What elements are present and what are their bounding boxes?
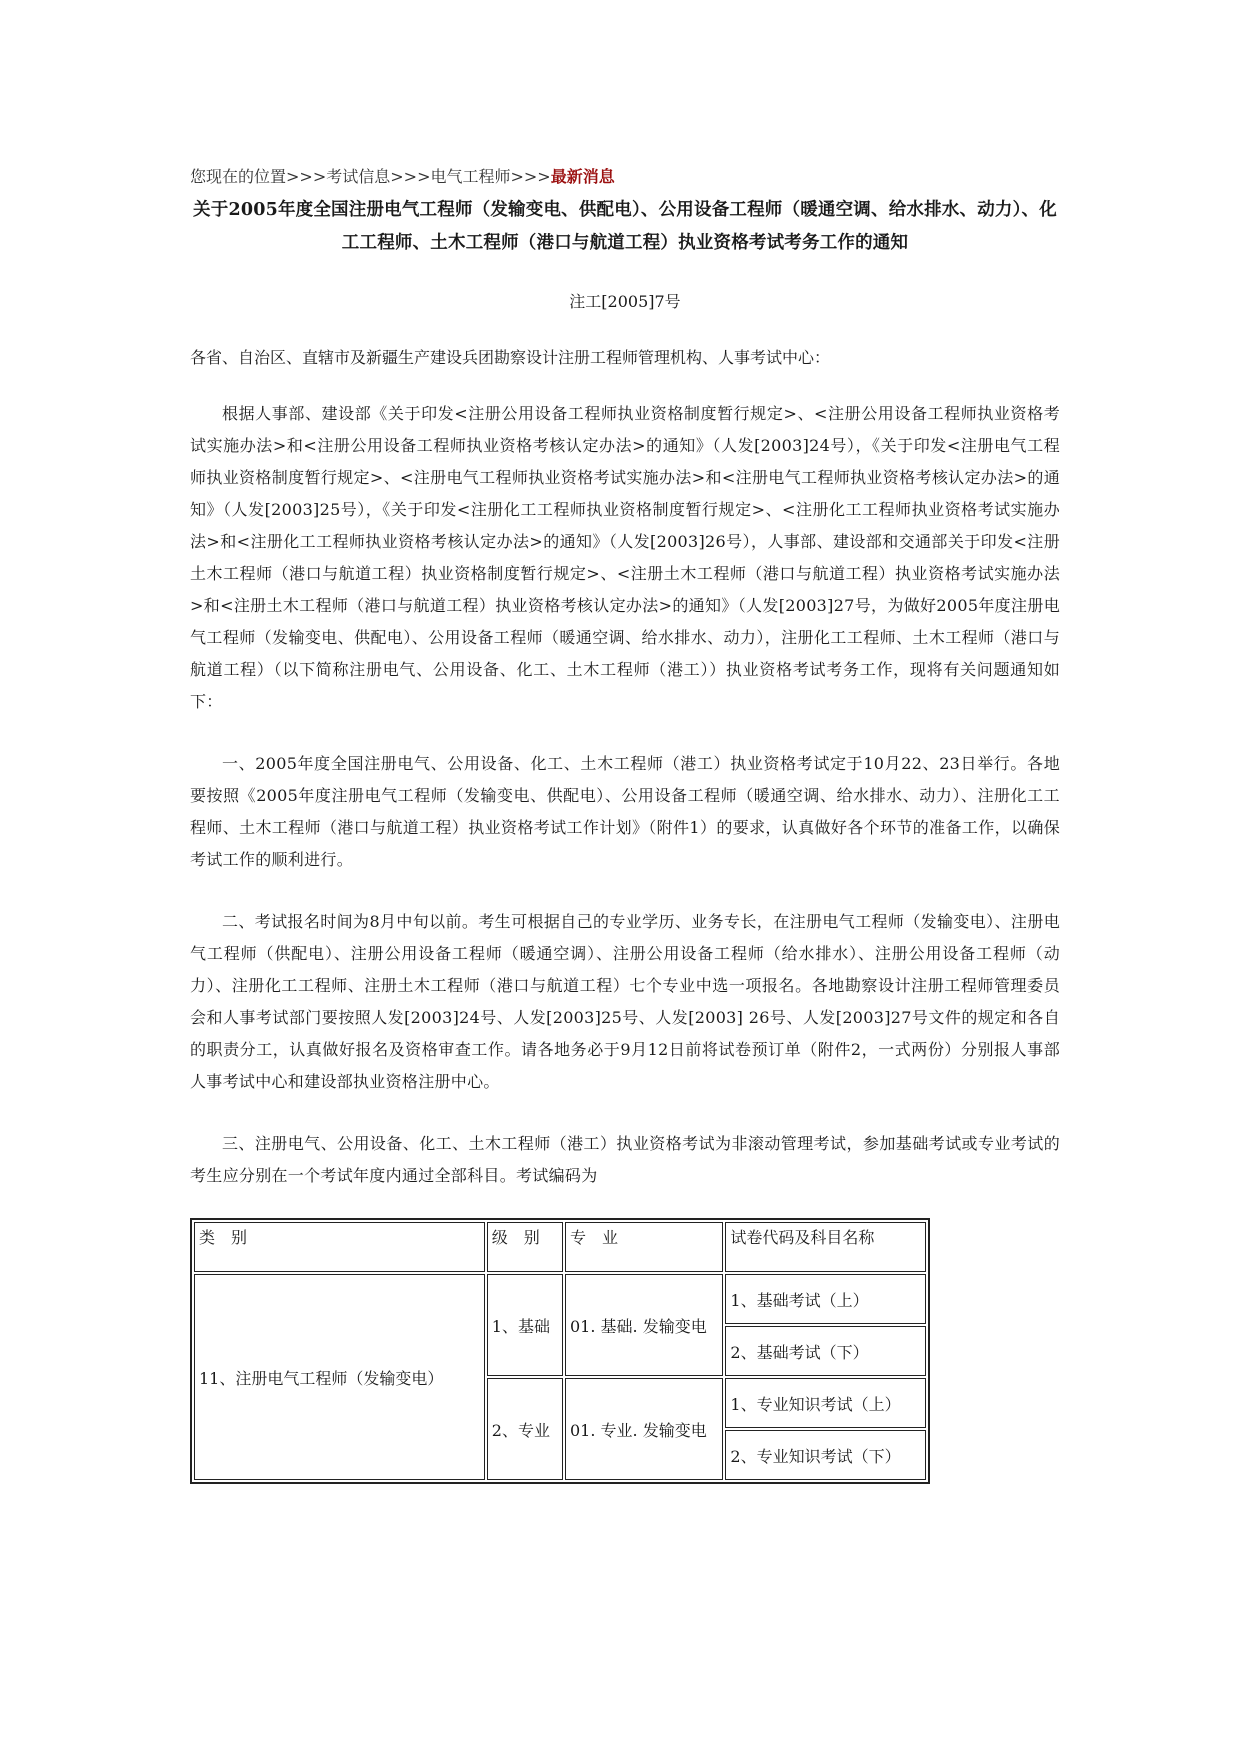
paragraph-item-2: 二、考试报名时间为8月中旬以前。考生可根据自己的专业学历、业务专长，在注册电气工程师（发输变电）、注册电气工程师（供配电）、注册公用设备工程师（暖通空调）、注册公用设备工程师（给水排水）、注册公用设备工程师（动力）、注册化工工程师、注册土木工程师（港口与航道工程）七个专业中选一项报名。各地勘察设计注册工程师管理委员会和人事考试部门要按照人发[2003]24号、人发[2003]25号、人发[2003] 26号、人发[2003]27号文件的规定和各自的职责分工，认真做好报名及资格审查工作。请各地务必于9月12日前将试卷预订单（附件2，一式两份）分别报人事部人事考试中心和建设部执业资格注册中心。 [190, 912, 1060, 1091]
exam-code-table [190, 1218, 930, 1484]
paragraph-item-1: 一、2005年度全国注册电气、公用设备、化工、土木工程师（港工）执业资格考试定于10月22、23日举行。各地要按照《2005年度注册电气工程师（发输变电、供配电）、公用设备工程师（暖通空调、给水排水、动力）、注册化工工程师、土木工程师（港口与航道工程）执业资格考试工作计划》（附件1）的要求，认真做好各个环节的准备工作，以确保考试工作的顺利进行。 [190, 754, 1060, 869]
header-category: 类 别 [194, 1222, 485, 1272]
level-cell: 1、基础 [487, 1274, 563, 1376]
breadcrumb-separator: >>> [510, 167, 551, 186]
document-page [190, 162, 1060, 1484]
breadcrumb-separator: >>> [390, 167, 431, 186]
salutation: 各省、自治区、直辖市及新疆生产建设兵团勘察设计注册工程师管理机构、人事考试中心： [190, 348, 831, 367]
category-cell: 11、注册电气工程师（发输变电） [194, 1274, 485, 1480]
breadcrumb-separator: >>> [286, 167, 327, 186]
paragraph-item-3: 三、注册电气、公用设备、化工、土木工程师（港工）执业资格考试为非滚动管理考试，参加基础考试或专业考试的考生应分别在一个考试年度内通过全部科目。考试编码为 [190, 1134, 1060, 1185]
breadcrumb [190, 162, 1060, 192]
major-cell: 01. 基础. 发输变电 [565, 1274, 723, 1376]
paper-cell: 1、基础考试（上） [725, 1274, 926, 1324]
level-cell: 2、专业 [487, 1378, 563, 1480]
notice-title: 关于2005年度全国注册电气工程师（发输变电、供配电）、公用设备工程师（暖通空调、给水排水、动力）、化工工程师、土木工程师（港口与航道工程）执业资格考试考务工作的通知 [193, 200, 1057, 253]
paper-cell: 1、专业知识考试（上） [725, 1378, 926, 1428]
paper-cell: 2、专业知识考试（下） [725, 1430, 926, 1480]
header-major: 专 业 [565, 1222, 723, 1272]
table-row [194, 1274, 926, 1324]
header-paper-code: 试卷代码及科目名称 [725, 1222, 926, 1272]
breadcrumb-prefix: 您现在的位置 [190, 167, 287, 186]
paper-cell: 2、基础考试（下） [725, 1326, 926, 1376]
header-level: 级 别 [487, 1222, 563, 1272]
breadcrumb-current[interactable]: 最新消息 [550, 167, 615, 186]
paragraph-intro: 根据人事部、建设部《关于印发<注册公用设备工程师执业资格制度暂行规定>、<注册公用设备工程师执业资格考试实施办法>和<注册公用设备工程师执业资格考核认定办法>的通知》（人发[2003]24号），《关于印发<注册电气工程师执业资格制度暂行规定>、<注册电气工程师执业资格考试实施办法>和<注册电气工程师执业资格考核认定办法>的通知》（人发[2003]25号），《关于印发<注册化工工程师执业资格制度暂行规定>、<注册化工工程师执业资格考试实施办法>和<注册化工工程师执业资格考核认定办法>的通知》（人发[2003]26号），人事部、建设部和交通部关于印发<注册土木工程师（港口与航道工程）执业资格制度暂行规定>、<注册土木工程师（港口与航道工程）执业资格考试实施办法>和<注册土木工程师（港口与航道工程）执业资格考核认定办法>的通知》（人发[2003]27号，为做好2005年度注册电气工程师（发输变电、供配电）、公用设备工程师（暖通空调、给水排水、动力），注册化工工程师、土木工程师（港口与航道工程）（以下简称注册电气、公用设备、化工、土木工程师（港工））执业资格考试考务工作，现将有关问题通知如下： [190, 404, 1060, 711]
breadcrumb-link-electrical-engineer[interactable]: 电气工程师 [430, 167, 511, 186]
document-number: 注工[2005]7号 [569, 292, 681, 311]
breadcrumb-link-exam-info[interactable]: 考试信息 [326, 167, 391, 186]
table-header-row [194, 1222, 926, 1272]
major-cell: 01. 专业. 发输变电 [565, 1378, 723, 1480]
